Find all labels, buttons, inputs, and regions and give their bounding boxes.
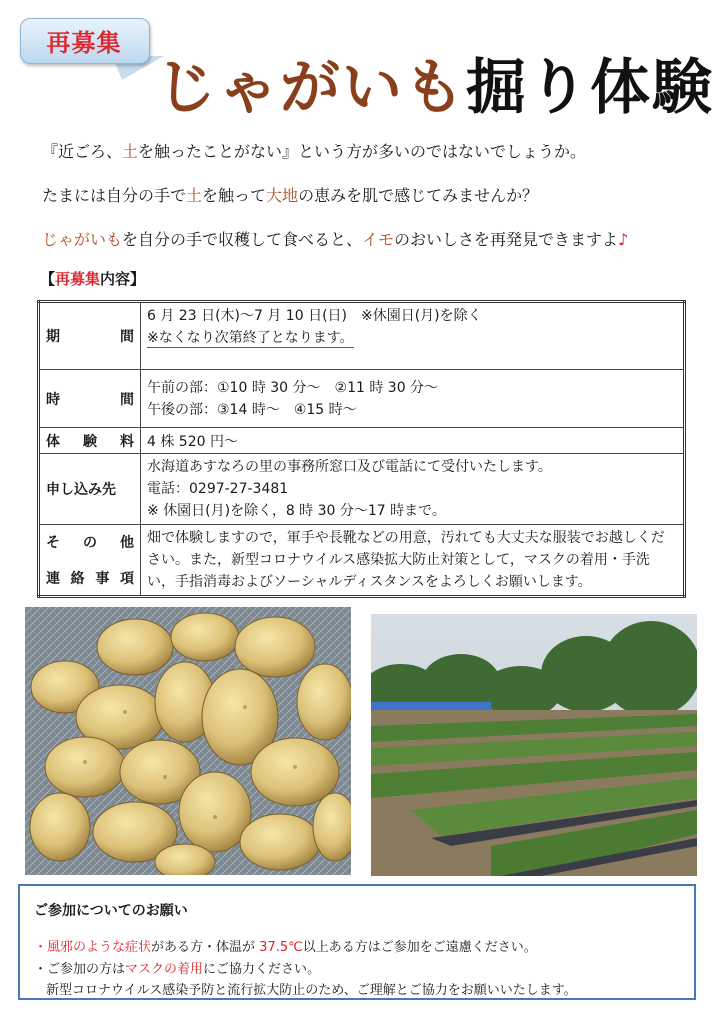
table-row-fee [39, 428, 685, 454]
table-row-period [39, 302, 685, 370]
section-heading: 【再募集内容】 [40, 270, 146, 288]
value-other: 畑で体験しますので，軍手や長靴などの用意，汚れても大丈夫な服装でお越しください。また，新型コロナウイルス感染拡大防止対策として，マスクの着用・手洗い，手指消毒およびソーシャルディスタンスをよろしくお願いします。 [141, 525, 685, 597]
music-note-icon: ♪ [618, 230, 629, 249]
label-fee: 体 験 料 [39, 428, 141, 454]
potatoes-illustration [25, 607, 351, 875]
table-row-time [39, 370, 685, 428]
title-part-potato: じゃがいも [156, 53, 466, 123]
potatoes-photo [25, 607, 351, 875]
value-apply: 水海道あすなろの里の事務所窓口及び電話にて受付いたします。 電話：0297-27-3481 ※ 休園日(月)を除く，8 時 30 分～17 時まで。 [141, 454, 685, 525]
participation-request-box [18, 884, 696, 1000]
request-title: ご参加についてのお願い [34, 903, 188, 919]
field-illustration [371, 614, 697, 876]
page-title [156, 40, 714, 126]
request-item-3: 新型コロナウイルス感染予防と流行拡大防止のため、ご理解とご協力をお願いいたします。 [46, 983, 577, 998]
intro-line-2: たまには自分の手で土を触って大地の恵みを肌で感じてみませんか？ [42, 186, 539, 205]
label-apply: 申し込み先 [39, 454, 141, 525]
badge-text: 再募集 [46, 29, 122, 57]
label-period: 期 間 [39, 302, 141, 370]
details-table [37, 300, 686, 598]
potato-field-photo [371, 614, 697, 876]
request-item-1: ・風邪のような症状がある方・体温が 37.5℃以上ある方はご参加をご遠慮ください。 [34, 940, 537, 955]
value-period: 6 月 23 日(木)～7 月 10 日(日) ※休園日(月)を除く ※なくなり次第終了となります。 [141, 302, 685, 370]
label-other: そ の 他 連 絡 事 項 [39, 525, 141, 597]
re-recruit-badge [20, 18, 165, 80]
table-row-other [39, 525, 685, 597]
title-part-digging: 掘り体験 [466, 53, 714, 123]
intro-line-1: 『近ごろ、土を触ったことがない』という方が多いのではないでしょうか。 [42, 142, 587, 161]
intro-line-3: じゃがいもを自分の手で収穫して食べると、イモのおいしさを再発見できますよ♪ [42, 230, 629, 249]
table-row-apply [39, 454, 685, 525]
label-time: 時 間 [39, 370, 141, 428]
value-time: 午前の部：①10 時 30 分～ ②11 時 30 分～ 午後の部：③14 時～ ④15 時～ [141, 370, 685, 428]
value-fee: 4 株 520 円～ [141, 428, 685, 454]
request-item-2: ・ご参加の方はマスクの着用にご協力ください。 [34, 962, 321, 977]
period-note: ※なくなり次第終了となります。 [147, 330, 354, 346]
